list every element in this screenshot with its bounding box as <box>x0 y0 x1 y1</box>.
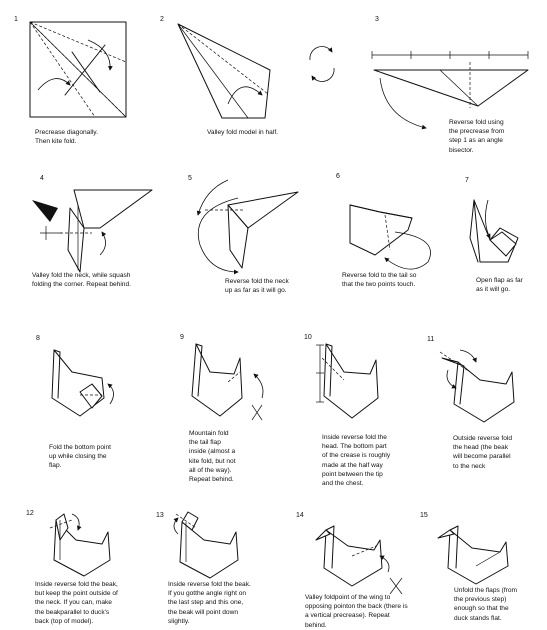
step-caption: Reverse fold to the tail so that the two points touch. <box>342 272 417 289</box>
step-11-drawing <box>440 350 514 422</box>
step-number: 6 <box>336 173 340 180</box>
step-caption: Open flap as far as it will go. <box>476 277 523 294</box>
step-10-drawing <box>316 344 378 418</box>
step-caption: Inside reverse fold the head. The bottom part of the crease is roughly made at the half way point between the tip and the chest. <box>322 434 391 488</box>
step-1-drawing <box>30 22 126 117</box>
step-number: 13 <box>156 512 164 519</box>
step-14-drawing <box>316 526 402 594</box>
step-caption: Inside reverse fold the beak. If you gotthe angle right on the last step and this one, the beak will point down slightly. <box>168 581 251 625</box>
step-number: 14 <box>296 512 304 519</box>
step-2-drawing <box>178 24 270 118</box>
step-caption: Precrease diagonally. Then kite fold. <box>35 129 98 146</box>
step-4-drawing <box>32 190 152 272</box>
step-5-drawing <box>198 180 298 272</box>
step-caption: Fold the bottom point up while closing the flap. <box>49 444 111 470</box>
rotate-icon <box>310 46 334 81</box>
step-13-drawing <box>174 512 238 578</box>
step-12-drawing <box>50 514 110 576</box>
step-6-drawing <box>350 205 431 269</box>
step-caption: Outside reverse fold the head (the beak will become parallel to the neck <box>453 435 513 470</box>
step-number: 7 <box>465 177 469 184</box>
step-number: 1 <box>14 16 18 23</box>
step-number: 5 <box>188 175 192 182</box>
step-number: 8 <box>36 335 40 342</box>
step-number: 15 <box>420 512 428 519</box>
step-number: 3 <box>375 16 379 23</box>
step-caption: Reverse fold the neck up as far as it will go. <box>225 278 289 295</box>
step-caption: Reverse fold using the precrease from step 1 as an angle bisector. <box>449 119 505 154</box>
step-number: 11 <box>427 336 435 343</box>
step-caption: Mountain fold the tail flap inside (almost a kite fold, but not all of the way). Repeat behind. <box>189 430 236 484</box>
step-caption: Unfold the flaps (from the previous step) enough so that the duck stands flat. <box>454 587 518 622</box>
step-number: 4 <box>40 175 44 182</box>
step-number: 2 <box>160 16 164 23</box>
step-caption: Valley fold the neck, while squash folding the corner. Repeat behind. <box>32 272 131 289</box>
step-9-drawing <box>192 344 263 420</box>
step-number: 10 <box>304 334 312 341</box>
step-3-drawing <box>372 51 528 128</box>
step-7-drawing <box>470 200 518 262</box>
step-caption: Valley foldpoint of the wing to opposing pointon the back (there is a vertical precrease). Repeat behind. <box>305 594 408 629</box>
step-number: 12 <box>26 510 34 517</box>
step-number: 9 <box>180 334 184 341</box>
step-15-drawing <box>438 526 508 584</box>
step-caption: Inside reverse fold the beak, but keep the point outside of the neck. If you can, make the beakparallel to duck's back (top of model). <box>35 581 118 625</box>
step-caption: Valley fold model in half. <box>207 129 278 136</box>
step-8-drawing <box>52 350 114 416</box>
